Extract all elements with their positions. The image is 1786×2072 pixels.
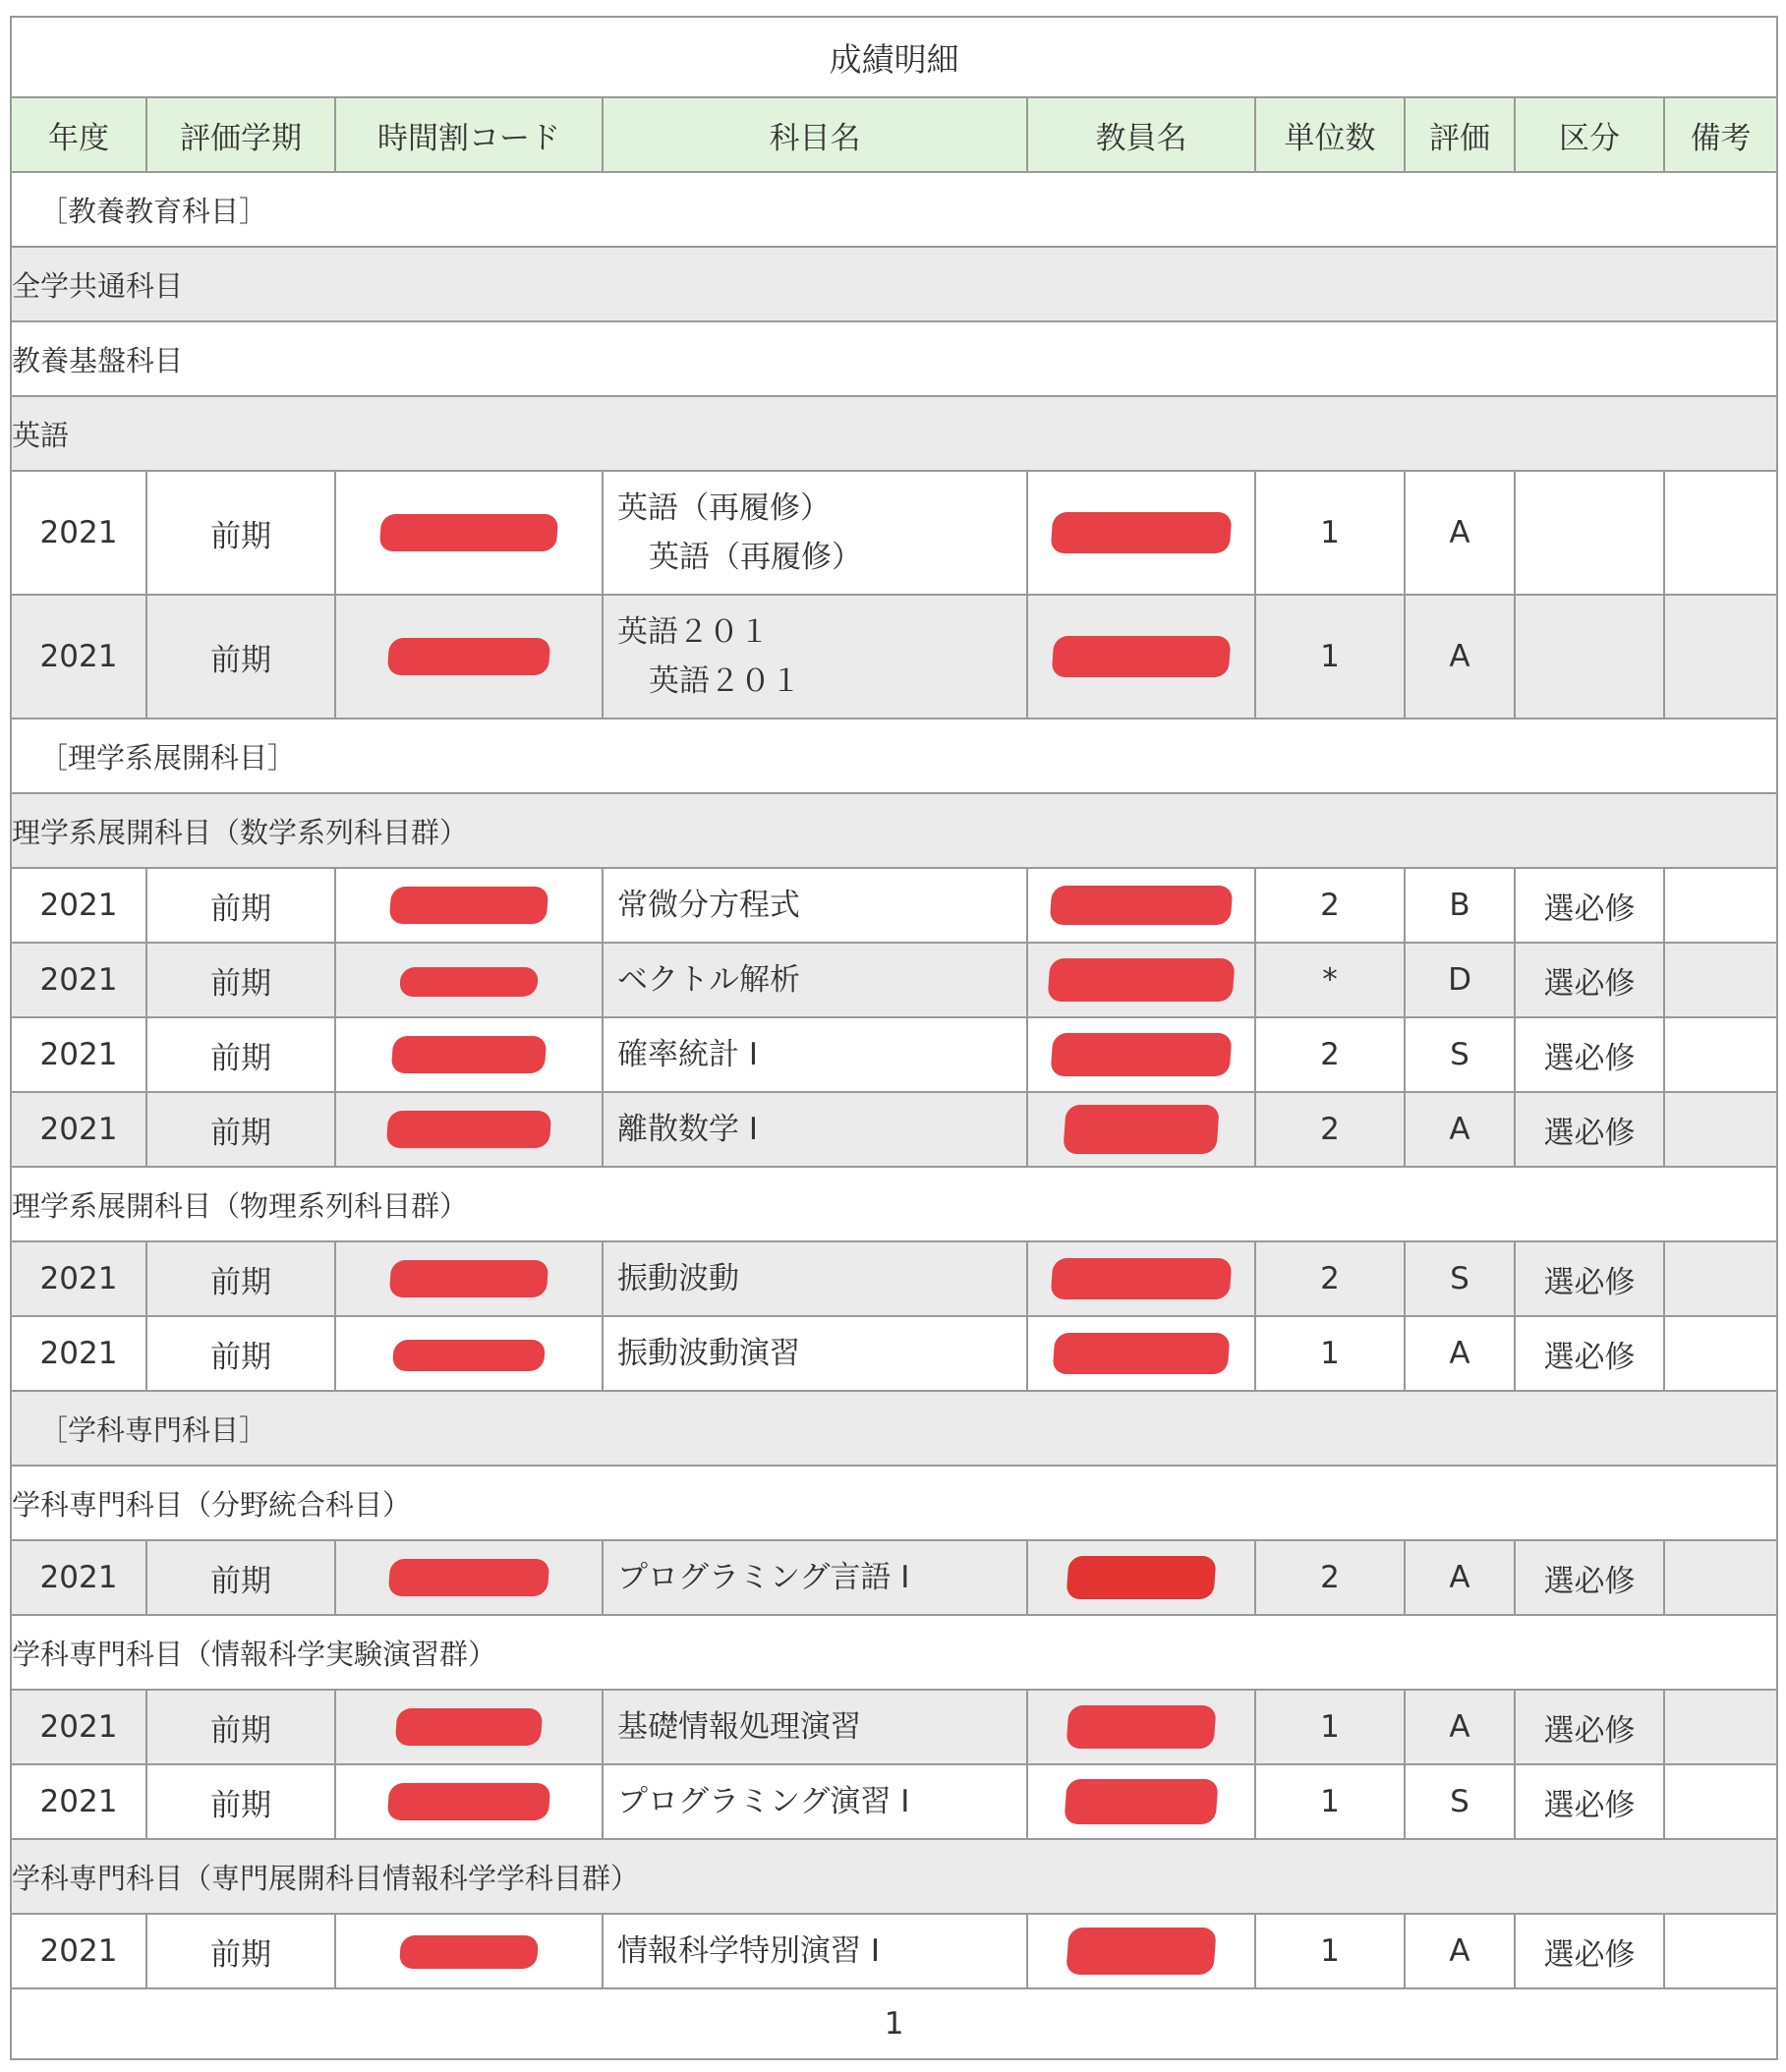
redaction-mark (389, 887, 549, 924)
term-cell: 前期 (146, 1764, 335, 1839)
credits-cell: 2 (1255, 1092, 1405, 1167)
category-cell (1515, 595, 1664, 719)
redaction-mark (392, 1340, 546, 1371)
subsection-heading: 理学系展開科目（物理系列科目群） (11, 1167, 1777, 1241)
redaction-mark (379, 514, 559, 551)
subject-name: ベクトル解析 (603, 943, 1027, 1017)
instructor-cell (1027, 1914, 1255, 1988)
grade-cell: S (1405, 1764, 1515, 1839)
subject-name: プログラミング演習 I (603, 1764, 1027, 1839)
redaction-mark (1064, 1779, 1218, 1824)
table-row (11, 943, 1777, 1017)
column-header-category: 区分 (1515, 97, 1664, 172)
term-cell: 前期 (146, 1914, 335, 1988)
timetable-code-cell (335, 1690, 603, 1764)
credits-cell: 2 (1255, 1241, 1405, 1316)
grade-cell: A (1405, 1092, 1515, 1167)
grade-cell: A (1405, 471, 1515, 595)
category-cell: 選必修 (1515, 1017, 1664, 1092)
term-cell: 前期 (146, 1690, 335, 1764)
redaction-mark (1052, 636, 1232, 677)
subject-cell (603, 595, 1027, 719)
notes-cell (1664, 595, 1777, 719)
category-cell: 選必修 (1515, 1764, 1664, 1839)
notes-cell (1664, 1017, 1777, 1092)
subject-name: 離散数学 I (603, 1092, 1027, 1167)
instructor-cell (1027, 1092, 1255, 1167)
grade-cell: S (1405, 1241, 1515, 1316)
table-row (11, 471, 1777, 595)
grades-table (10, 16, 1778, 2060)
term-cell: 前期 (146, 1241, 335, 1316)
grade-cell: D (1405, 943, 1515, 1017)
credits-cell: 2 (1255, 1540, 1405, 1615)
timetable-code-cell (335, 868, 603, 943)
grade-cell: A (1405, 1316, 1515, 1391)
year-cell: 2021 (11, 471, 146, 595)
timetable-code-cell (335, 471, 603, 595)
subject-name: 英語２０１ (617, 614, 770, 650)
redaction-mark (1063, 1105, 1219, 1154)
subject-name-sub: 英語２０１ (649, 663, 801, 699)
timetable-code-cell (335, 943, 603, 1017)
redaction-mark (1050, 1033, 1232, 1076)
timetable-code-cell (335, 1540, 603, 1615)
instructor-cell (1027, 1017, 1255, 1092)
table-title-row (11, 17, 1777, 97)
section-row (11, 247, 1777, 321)
term-cell: 前期 (146, 595, 335, 719)
timetable-code-cell (335, 1017, 603, 1092)
year-cell: 2021 (11, 1690, 146, 1764)
column-header-notes: 備考 (1664, 97, 1777, 172)
subsection-heading: 学科専門科目（情報科学実験演習群） (11, 1615, 1777, 1690)
section-row (11, 396, 1777, 471)
page-number[interactable]: 1 (11, 1988, 1777, 2059)
section-heading: ［理学系展開科目］ (11, 719, 1777, 793)
redaction-mark (391, 1036, 547, 1073)
subject-name-sub: 英語（再履修） (649, 540, 862, 575)
grade-cell: A (1405, 1540, 1515, 1615)
redaction-mark (395, 1708, 544, 1746)
credits-cell: 1 (1255, 595, 1405, 719)
pagination-row (11, 1988, 1777, 2059)
timetable-code-cell (335, 1316, 603, 1391)
column-header-timetable-code: 時間割コード (335, 97, 603, 172)
table-row (11, 1017, 1777, 1092)
section-row (11, 719, 1777, 793)
notes-cell (1664, 1540, 1777, 1615)
instructor-cell (1027, 1316, 1255, 1391)
section-row (11, 1839, 1777, 1914)
notes-cell (1664, 868, 1777, 943)
section-row (11, 321, 1777, 396)
section-heading: ［教養教育科目］ (11, 172, 1777, 247)
credits-cell: 1 (1255, 471, 1405, 595)
table-row (11, 1316, 1777, 1391)
category-cell: 選必修 (1515, 1540, 1664, 1615)
year-cell: 2021 (11, 595, 146, 719)
category-cell: 選必修 (1515, 1690, 1664, 1764)
redaction-mark (387, 1783, 551, 1820)
table-row (11, 1690, 1777, 1764)
grades-report (10, 16, 1776, 2060)
subject-name: 常微分方程式 (603, 868, 1027, 943)
subject-name: 振動波動演習 (603, 1316, 1027, 1391)
category-cell: 選必修 (1515, 1914, 1664, 1988)
redaction-mark (1051, 1258, 1233, 1299)
notes-cell (1664, 471, 1777, 595)
grade-cell: B (1405, 868, 1515, 943)
redaction-mark (388, 1559, 550, 1596)
timetable-code-cell (335, 1764, 603, 1839)
timetable-code-cell (335, 1092, 603, 1167)
section-row (11, 1167, 1777, 1241)
redaction-mark (1053, 1333, 1231, 1374)
notes-cell (1664, 943, 1777, 1017)
subject-cell (603, 471, 1027, 595)
column-header-grade: 評価 (1405, 97, 1515, 172)
term-cell: 前期 (146, 943, 335, 1017)
redaction-mark (399, 1935, 539, 1969)
table-row (11, 868, 1777, 943)
year-cell: 2021 (11, 1764, 146, 1839)
column-header-term: 評価学期 (146, 97, 335, 172)
section-heading: ［学科専門科目］ (11, 1391, 1777, 1466)
timetable-code-cell (335, 1241, 603, 1316)
redaction-mark (389, 1260, 549, 1297)
table-row (11, 595, 1777, 719)
credits-cell: 1 (1255, 1764, 1405, 1839)
year-cell: 2021 (11, 868, 146, 943)
column-header-instructor: 教員名 (1027, 97, 1255, 172)
grade-cell: A (1405, 595, 1515, 719)
notes-cell (1664, 1241, 1777, 1316)
credits-cell: 1 (1255, 1316, 1405, 1391)
credits-cell: 2 (1255, 1017, 1405, 1092)
subject-name: 英語（再履修） (617, 490, 831, 526)
year-cell: 2021 (11, 1316, 146, 1391)
notes-cell (1664, 1764, 1777, 1839)
term-cell: 前期 (146, 1017, 335, 1092)
term-cell: 前期 (146, 1316, 335, 1391)
term-cell: 前期 (146, 1540, 335, 1615)
instructor-cell (1027, 868, 1255, 943)
subsection-heading: 英語 (11, 396, 1777, 471)
subject-name: 基礎情報処理演習 (603, 1690, 1027, 1764)
section-row (11, 1615, 1777, 1690)
redaction-mark (1047, 958, 1235, 1002)
subsection-heading: 教養基盤科目 (11, 321, 1777, 396)
year-cell: 2021 (11, 1017, 146, 1092)
subject-name: 振動波動 (603, 1241, 1027, 1316)
redaction-mark (1050, 886, 1234, 925)
table-row (11, 1914, 1777, 1988)
subsection-heading: 全学共通科目 (11, 247, 1777, 321)
table-row (11, 1540, 1777, 1615)
subject-name: 確率統計 I (603, 1017, 1027, 1092)
credits-cell: 1 (1255, 1690, 1405, 1764)
notes-cell (1664, 1316, 1777, 1391)
section-row (11, 793, 1777, 868)
category-cell: 選必修 (1515, 868, 1664, 943)
table-row (11, 1092, 1777, 1167)
subsection-heading: 理学系展開科目（数学系列科目群） (11, 793, 1777, 868)
section-row (11, 1391, 1777, 1466)
column-header-subject: 科目名 (603, 97, 1027, 172)
section-row (11, 172, 1777, 247)
timetable-code-cell (335, 1914, 603, 1988)
redaction-mark (386, 1111, 552, 1148)
subject-name: プログラミング言語 I (603, 1540, 1027, 1615)
section-row (11, 1466, 1777, 1540)
table-row (11, 1241, 1777, 1316)
category-cell: 選必修 (1515, 943, 1664, 1017)
category-cell: 選必修 (1515, 1092, 1664, 1167)
grade-cell: A (1405, 1914, 1515, 1988)
instructor-cell (1027, 1690, 1255, 1764)
notes-cell (1664, 1914, 1777, 1988)
redaction-mark (1066, 1928, 1216, 1975)
grade-cell: A (1405, 1690, 1515, 1764)
notes-cell (1664, 1690, 1777, 1764)
instructor-cell (1027, 943, 1255, 1017)
header-row (11, 97, 1777, 172)
category-cell: 選必修 (1515, 1241, 1664, 1316)
credits-cell: 1 (1255, 1914, 1405, 1988)
year-cell: 2021 (11, 1540, 146, 1615)
subsection-heading: 学科専門科目（専門展開科目情報科学学科目群） (11, 1839, 1777, 1914)
redaction-mark (1066, 1556, 1216, 1599)
category-cell: 選必修 (1515, 1316, 1664, 1391)
timetable-code-cell (335, 595, 603, 719)
column-header-credits: 単位数 (1255, 97, 1405, 172)
notes-cell (1664, 1092, 1777, 1167)
instructor-cell (1027, 1540, 1255, 1615)
subject-name: 情報科学特別演習 I (603, 1914, 1027, 1988)
redaction-mark (399, 967, 539, 997)
instructor-cell (1027, 595, 1255, 719)
redaction-mark (1066, 1705, 1216, 1749)
redaction-mark (1051, 512, 1233, 553)
subsection-heading: 学科専門科目（分野統合科目） (11, 1466, 1777, 1540)
column-header-year: 年度 (11, 97, 146, 172)
term-cell: 前期 (146, 868, 335, 943)
category-cell (1515, 471, 1664, 595)
year-cell: 2021 (11, 1092, 146, 1167)
instructor-cell (1027, 1241, 1255, 1316)
redaction-mark (387, 638, 551, 675)
grade-cell: S (1405, 1017, 1515, 1092)
term-cell: 前期 (146, 471, 335, 595)
year-cell: 2021 (11, 1914, 146, 1988)
credits-cell: * (1255, 943, 1405, 1017)
instructor-cell (1027, 1764, 1255, 1839)
credits-cell: 2 (1255, 868, 1405, 943)
instructor-cell (1027, 471, 1255, 595)
table-title: 成績明細 (11, 17, 1777, 97)
year-cell: 2021 (11, 943, 146, 1017)
year-cell: 2021 (11, 1241, 146, 1316)
table-row (11, 1764, 1777, 1839)
term-cell: 前期 (146, 1092, 335, 1167)
